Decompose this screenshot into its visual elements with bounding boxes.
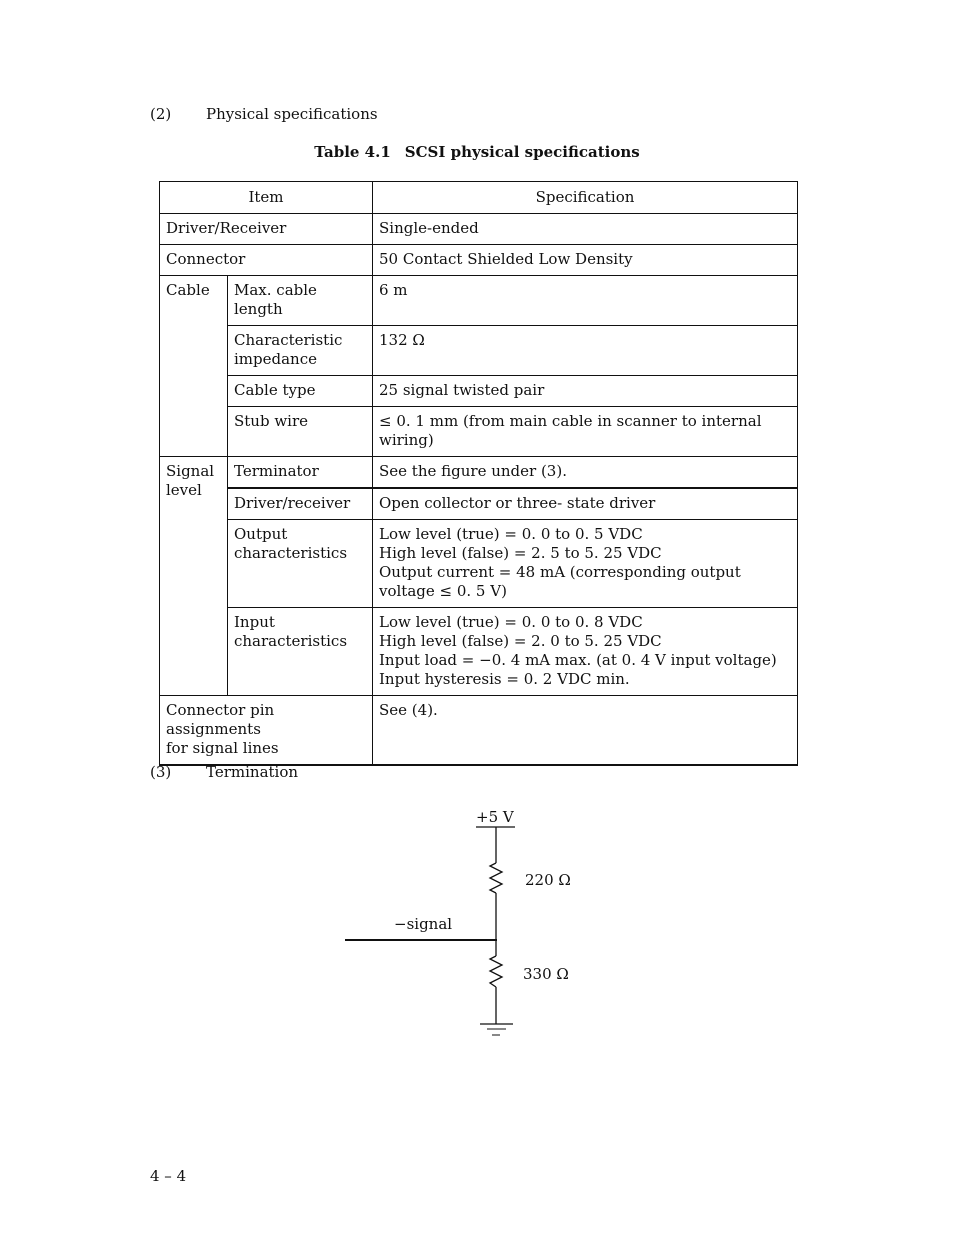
label-line: Signal: [166, 462, 215, 480]
row-value-connector-pin-assignments: See (4).: [373, 696, 798, 766]
table-header-row: [160, 182, 798, 214]
table-row: [160, 326, 798, 376]
label-line: characteristics: [234, 544, 348, 562]
row-value-cable-type: 25 signal twisted pair: [373, 376, 798, 407]
row-label-terminator: Terminator: [228, 457, 373, 489]
value-line: High level (false) = 2. 5 to 5. 25 VDC: [379, 544, 662, 562]
table-caption-number: Table 4.1: [314, 143, 391, 161]
label-line: Output: [234, 525, 288, 543]
row-value-driver-receiver: Single-ended: [373, 214, 798, 245]
table-row: [160, 488, 798, 520]
row-value-terminator: See the figure under (3).: [373, 457, 798, 489]
header-item: Item: [160, 182, 373, 214]
page-number: 4 – 4: [150, 1167, 187, 1185]
table-row: [160, 696, 798, 766]
table-row: [160, 407, 798, 457]
ground-icon: [480, 1024, 513, 1035]
row-value-connector: 50 Contact Shielded Low Density: [373, 245, 798, 276]
signal-label: −signal: [394, 915, 453, 933]
row-value-characteristic-impedance: 132 Ω: [373, 326, 798, 376]
table-row: [160, 520, 798, 608]
table-caption: [0, 143, 954, 161]
row-label-driver-receiver-signal: Driver/receiver: [228, 488, 373, 520]
value-line: Low level (true) = 0. 0 to 0. 8 VDC: [379, 613, 643, 631]
table-row: [160, 276, 798, 326]
row-value-driver-receiver-signal: Open collector or three- state driver: [373, 488, 798, 520]
resistor-330-label: 330 Ω: [523, 965, 569, 983]
label-line: Connector pin assignments: [166, 701, 275, 738]
label-line: impedance: [234, 350, 317, 368]
row-label-connector: Connector: [160, 245, 373, 276]
label-line: level: [166, 481, 202, 499]
value-line: voltage ≤ 0. 5 V): [379, 582, 507, 600]
row-label-stub-wire: Stub wire: [228, 407, 373, 457]
group-label-signal-level: [160, 457, 228, 696]
label-line: Input: [234, 613, 275, 631]
table-row: [160, 214, 798, 245]
spec-table: [159, 181, 798, 766]
value-line: Input load = −0. 4 mA max. (at 0. 4 V input voltage): [379, 651, 777, 669]
value-line: High level (false) = 2. 0 to 5. 25 VDC: [379, 632, 662, 650]
value-line: Output current = 48 mA (corresponding output: [379, 563, 741, 581]
row-label-input-characteristics: [228, 608, 373, 696]
termination-circuit-diagram: [330, 800, 590, 1045]
row-label-driver-receiver: Driver/Receiver: [160, 214, 373, 245]
row-label-max-cable-length: Max. cable length: [228, 276, 373, 326]
row-value-max-cable-length: 6 m: [373, 276, 798, 326]
section-2-title: Physical specifications: [206, 105, 378, 123]
row-label-output-characteristics: [228, 520, 373, 608]
supply-voltage-label: +5 V: [476, 808, 514, 826]
section-3-number: (3): [150, 763, 172, 781]
table-row: [160, 376, 798, 407]
header-specification: Specification: [373, 182, 798, 214]
value-line: ≤ 0. 1 mm (from main cable in scanner to internal: [379, 412, 762, 430]
label-line: for signal lines: [166, 739, 279, 757]
row-label-characteristic-impedance: [228, 326, 373, 376]
table-row: [160, 608, 798, 696]
section-3-title: Termination: [206, 763, 299, 781]
row-label-cable-type: Cable type: [228, 376, 373, 407]
row-value-stub-wire: [373, 407, 798, 457]
row-value-output-characteristics: [373, 520, 798, 608]
table-row: [160, 457, 798, 489]
value-line: wiring): [379, 431, 434, 449]
group-label-cable: Cable: [160, 276, 228, 457]
label-line: characteristics: [234, 632, 348, 650]
table-caption-title: SCSI physical specifications: [404, 143, 640, 161]
table-row: [160, 245, 798, 276]
resistor-330-symbol: [490, 956, 502, 987]
resistor-220-symbol: [490, 863, 502, 893]
section-2-number: (2): [150, 105, 172, 123]
value-line: Low level (true) = 0. 0 to 0. 5 VDC: [379, 525, 643, 543]
value-line: Input hysteresis = 0. 2 VDC min.: [379, 670, 630, 688]
row-label-connector-pin-assignments: [160, 696, 373, 766]
resistor-220-label: 220 Ω: [525, 871, 571, 889]
label-line: Characteristic: [234, 331, 343, 349]
row-value-input-characteristics: [373, 608, 798, 696]
